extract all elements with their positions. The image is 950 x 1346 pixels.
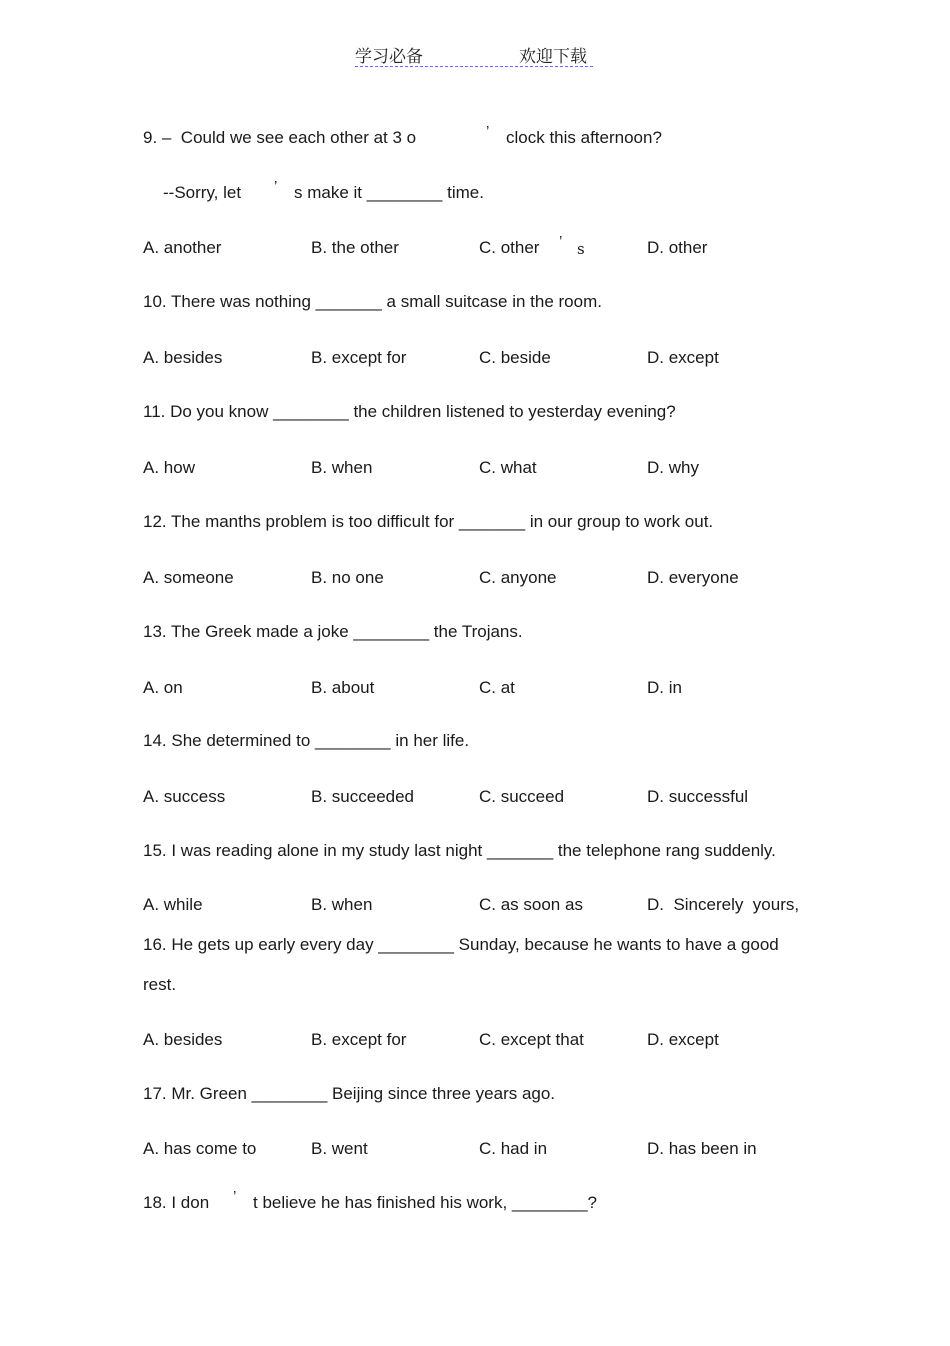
apostrophe: ’ [559,233,563,250]
question-12-option-a: A. someone [143,568,234,587]
question-16-stem-continued: rest. [143,975,177,994]
question-17-stem: 17. Mr. Green ________ Beijing since three years ago. [143,1084,556,1103]
question-13-option-d: D. in [647,678,682,697]
question-10-option-a: A. besides [143,348,223,367]
question-10-option-d: D. except [647,348,719,367]
question-14-option-c: C. succeed [479,787,565,806]
question-17-option-c: C. had in [479,1139,548,1158]
question-15-option-a: A. while [143,895,203,914]
question-11-option-c: C. what [479,458,537,477]
question-11-option-d: D. why [647,458,699,477]
question-12-stem: 12. The manths problem is too difficult for _______ in our group to work out. [143,512,714,531]
question-16-option-d: D. except [647,1030,719,1049]
question-9-stem-part1: 9. – Could we see each other at 3 o [143,128,417,147]
question-14-stem: 14. She determined to ________ in her life. [143,731,470,750]
question-10-option-b: B. except for [311,348,407,367]
question-14-option-b: B. succeeded [311,787,415,806]
apostrophe: ’ [486,123,490,140]
question-13-option-a: A. on [143,678,183,697]
question-11-option-b: B. when [311,458,373,477]
question-18-stem-part2: t believe he has finished his work, ________? [253,1193,598,1212]
question-13-option-c: C. at [479,678,515,697]
question-15-option-c: C. as soon as [479,895,583,914]
question-10-option-c: C. beside [479,348,551,367]
question-9-option-d: D. other [647,238,708,257]
question-18-stem-part1: 18. I don [143,1193,210,1212]
question-9-reply-part1: --Sorry, let [163,183,242,202]
question-9-reply-part2: s make it ________ time. [294,183,484,202]
question-14-option-d: D. successful [647,787,749,806]
page-header [355,40,593,67]
question-13-stem: 13. The Greek made a joke ________ the Trojans. [143,622,523,641]
question-12-option-b: B. no one [311,568,384,587]
question-9-stem-part2: clock this afternoon? [506,128,662,147]
apostrophe: ’ [274,178,278,195]
question-16-option-a: A. besides [143,1030,223,1049]
question-15-stem: 15. I was reading alone in my study last night _______ the telephone rang suddenly. [143,841,776,860]
question-9-option-a: A. another [143,238,222,257]
question-12-option-d: D. everyone [647,568,739,587]
question-16-option-c: C. except that [479,1030,584,1049]
question-17-option-d: D. has been in [647,1139,757,1158]
header-left-text: 学习必备 [355,47,423,67]
question-16-option-b: B. except for [311,1030,407,1049]
question-15-option-d: D. Sincerely yours, [647,895,800,914]
question-12-option-c: C. anyone [479,568,557,587]
apostrophe: ’ [233,1188,237,1205]
question-13-option-b: B. about [311,678,375,697]
question-9-option-b: B. the other [311,238,399,257]
question-11-stem: 11. Do you know ________ the children listened to yesterday evening? [143,402,676,421]
question-9-option-c: C. other [479,238,540,257]
header-right-text: 欢迎下载 [519,47,587,67]
question-17-option-b: B. went [311,1139,368,1158]
question-10-stem: 10. There was nothing _______ a small suitcase in the room. [143,292,602,311]
question-11-option-a: A. how [143,458,195,477]
question-14-option-a: A. success [143,787,226,806]
question-9-option-c-suffix: s [577,240,585,258]
question-17-option-a: A. has come to [143,1139,257,1158]
question-15-option-b: B. when [311,895,373,914]
question-16-stem: 16. He gets up early every day ________ Sunday, because he wants to have a good [143,935,779,954]
